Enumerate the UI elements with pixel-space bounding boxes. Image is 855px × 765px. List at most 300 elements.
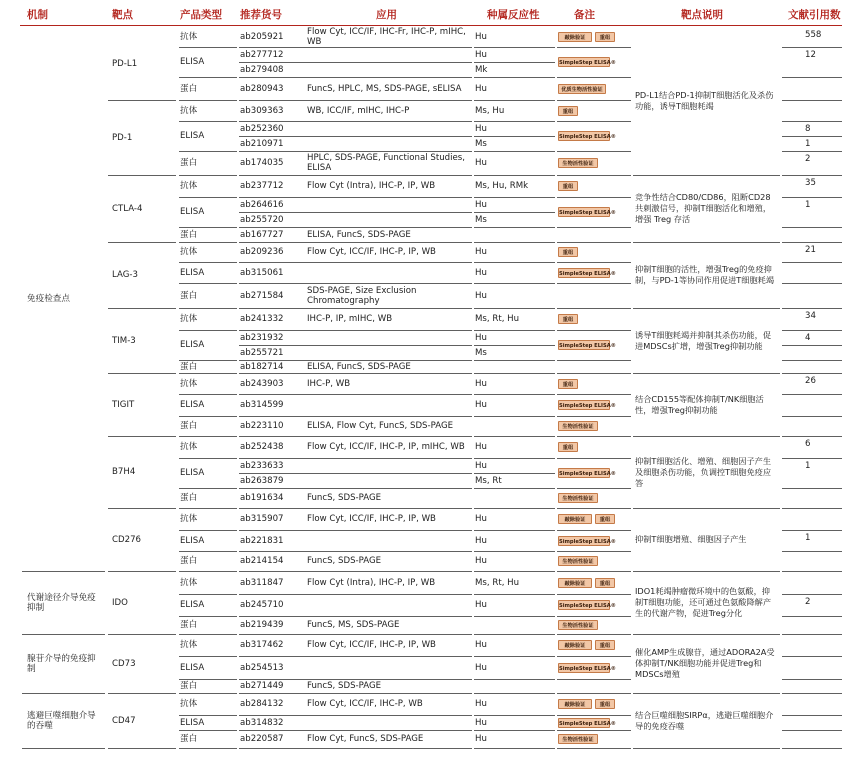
product-type-cell [180,263,236,282]
target-description [635,28,778,174]
row-separator [782,715,842,716]
target-cell [112,176,172,241]
catalog-cell [240,331,304,344]
application-cell [307,374,467,393]
product-type-cell [180,395,236,415]
row-separator [22,748,105,749]
product-type-cell [180,635,236,655]
badge-simplestep: SimpleStep ELISA® [558,207,610,217]
row-separator [474,488,555,489]
catalog-cell-text: ab271449 [240,681,284,691]
reactivity-cell-text: Mk [475,64,488,75]
application-cell-text: Flow Cyt (Intra), IHC-P, IP, WB [307,577,436,588]
product-type-cell-text: 抗体 [180,105,198,116]
reactivity-cell-text: Ms [475,347,487,358]
row-separator [474,679,555,680]
row-separator [782,679,842,680]
reactivity-cell [475,176,555,196]
row-separator [557,360,631,361]
product-type-cell [180,28,236,46]
catalog-cell-text: ab243903 [240,378,284,389]
application-cell-text: ELISA, Flow Cyt, FuncS, SDS-PAGE [307,421,454,431]
target-cell [112,374,172,435]
target-cell-text: CD73 [112,658,136,669]
reactivity-cell-text: Hu [475,514,487,524]
application-cell-text: IHC-P, WB [307,378,351,389]
catalog-cell [240,243,304,261]
catalog-cell-text: ab245710 [240,600,284,610]
product-type-cell-text: 抗体 [180,514,198,524]
application-cell-text: WB, ICC/IF, mIHC, IHC-P [307,105,410,116]
product-type-cell [180,509,236,529]
catalog-cell [240,361,304,372]
citation-count [805,30,835,42]
citation-count-text: 21 [805,245,816,255]
catalog-cell [240,176,304,196]
citation-count-text: 12 [805,50,816,60]
badge-recombinant: 重组 [558,247,578,257]
row-separator [557,616,631,617]
reactivity-cell-text: Hu [475,556,487,566]
product-type-cell-text: 蛋白 [180,421,198,431]
catalog-cell-text: ab255720 [240,214,284,225]
header-remark: 备注 [574,9,595,21]
reactivity-cell [475,213,555,226]
catalog-cell-text: ab182714 [240,361,284,372]
product-type-cell [180,437,236,457]
product-type-cell [180,176,236,196]
catalog-cell-text: ab237712 [240,181,284,191]
application-cell-text: IHC-P, IP, mIHC, WB [307,314,393,324]
reactivity-cell [475,572,555,593]
citation-count-text: 4 [805,333,811,343]
application-cell-text: Flow Cyt, ICC/IF, IHC-P, WB [307,699,423,709]
catalog-cell-text: ab209236 [240,247,284,257]
row-separator [782,458,842,459]
row-separator [782,345,842,346]
row-separator [557,508,631,509]
row-separator [782,283,842,284]
catalog-cell-text: ab284132 [240,699,284,709]
row-separator [557,262,631,263]
row-separator [782,693,842,694]
citation-count [805,597,835,609]
application-cell-text: ELISA, FuncS, SDS-PAGE [307,229,411,240]
product-type-cell [180,152,236,174]
catalog-cell [240,63,304,76]
application-cell [307,101,467,120]
reactivity-cell-text: Ms [475,214,487,225]
reactivity-cell-text: Hu [475,734,487,744]
reactivity-cell [475,101,555,120]
badge-recombinant: 重组 [558,314,578,324]
product-type-cell-text: ELISA [180,340,205,350]
target-description-text: 结合巨噬细胞SIRPα，逃避巨噬细胞介导的免疫吞噬 [635,709,774,731]
reactivity-cell [475,657,555,678]
reactivity-cell [475,63,555,76]
citation-count-text: 8 [805,124,811,134]
reactivity-cell [475,198,555,211]
row-separator [782,634,842,635]
reactivity-cell [475,331,555,344]
product-type-cell-text: 抗体 [180,378,198,389]
row-separator [782,748,842,749]
target-cell [112,694,172,747]
application-cell [307,78,467,99]
product-type-cell-text: 蛋白 [180,158,198,168]
reactivity-cell-text: Hu [475,158,487,168]
target-description [635,176,778,241]
product-type-cell [180,78,236,99]
product-type-cell-text: 抗体 [180,577,198,588]
catalog-cell [240,459,304,472]
target-cell [112,509,172,570]
row-separator [474,360,555,361]
catalog-cell [240,657,304,678]
target-description-text: IDO1耗竭肿瘤微环境中的色氨酸，抑制T细胞功能，还可通过色氨酸降解产生的代谢产物，促进Treg分化 [635,586,772,618]
product-type-cell-text: 抗体 [180,699,198,709]
product-type-cell-text: 抗体 [180,247,198,257]
catalog-cell-text: ab221831 [240,535,284,546]
product-type-cell [180,198,236,226]
catalog-cell [240,572,304,593]
reactivity-cell [475,731,555,747]
row-separator [782,47,842,48]
badge-simplestep: SimpleStep ELISA® [558,400,610,410]
row-separator [782,175,842,176]
citation-count [805,461,835,473]
target-cell [112,572,172,633]
badge-recombinant: 重组 [595,640,615,650]
catalog-cell-text: ab314599 [240,400,284,410]
catalog-cell-text: ab205921 [240,32,284,42]
reactivity-cell [475,48,555,61]
row-separator [782,330,842,331]
row-separator [782,656,842,657]
badge-simplestep: SimpleStep ELISA® [558,340,610,350]
reactivity-cell [475,716,555,729]
product-type-cell-text: 蛋白 [180,493,198,503]
header-target: 靶点 [112,9,133,21]
badge-simplestep: SimpleStep ELISA® [558,600,610,610]
target-cell-text: PD-1 [112,132,133,143]
product-type-cell-text: 抗体 [180,32,198,42]
catalog-cell-text: ab214154 [240,556,284,566]
catalog-cell-text: ab311847 [240,577,284,588]
badge-simplestep: SimpleStep ELISA® [558,57,610,67]
product-type-cell-text: ELISA [180,267,205,278]
row-separator [557,330,631,331]
row-separator [782,136,842,137]
target-cell [112,437,172,507]
badge-premium_activity: 优质生物活性验证 [558,84,606,94]
catalog-cell [240,474,304,487]
catalog-cell [240,694,304,714]
citation-count [805,139,835,151]
reactivity-cell [475,694,555,714]
reactivity-cell [475,437,555,457]
catalog-cell-text: ab255721 [240,347,284,358]
target-description [635,309,778,372]
product-type-cell [180,552,236,570]
catalog-cell [240,531,304,550]
application-cell [307,309,467,329]
target-description-text: 抑制T细胞的活性，增强Treg的免疫抑制，与PD-1等协同作用促进T细胞耗竭 [635,264,775,285]
product-type-cell-text: ELISA [180,662,205,673]
application-cell-text: FuncS, SDS-PAGE [307,493,382,503]
citation-count-text: 1 [805,461,811,471]
badge-activity: 生物活性验证 [558,421,598,431]
reactivity-cell-text: Hu [475,717,487,728]
citation-count-text: 1 [805,139,811,149]
catalog-cell [240,198,304,211]
target-description-text: 抑制T细胞增殖、细胞因子产生 [635,534,747,544]
reactivity-cell-text: Ms, Rt [475,475,502,486]
header-product-type: 产品类型 [180,9,222,21]
target-description [635,437,778,507]
application-cell-text: ELISA, FuncS, SDS-PAGE [307,361,411,372]
reactivity-cell-text: Hu [475,83,487,94]
badge-simplestep: SimpleStep ELISA® [558,468,610,478]
reactivity-cell [475,395,555,415]
catalog-cell-text: ab223110 [240,421,284,431]
product-type-cell-text: 抗体 [180,442,198,452]
row-separator [557,730,631,731]
target-description-text: 诱导T细胞耗竭并抑制其杀伤功能，促进MDSCs扩增，增强Treg抑制功能 [635,329,772,351]
mechanism-cell-text: 腺苷介导的免疫抑制 [27,653,96,674]
citation-count [805,245,835,257]
badge-recombinant: 重组 [595,699,615,709]
reactivity-cell-text: Hu [475,699,487,709]
row-separator [179,748,237,749]
badge-recombinant: 重组 [595,32,615,42]
row-separator [557,458,631,459]
row-separator [474,748,555,749]
reactivity-cell-text: Ms, Hu, RMk [475,181,529,191]
row-separator [557,530,631,531]
catalog-cell-text: ab309363 [240,105,284,116]
row-separator [557,656,631,657]
badge-recombinant: 重组 [558,442,578,452]
header-application: 应用 [376,9,397,21]
product-type-cell [180,417,236,435]
row-separator [782,197,842,198]
citation-count-text: 26 [805,376,816,386]
target-cell-text: TIM-3 [112,335,136,346]
product-type-cell-text: 蛋白 [180,83,198,94]
reactivity-cell-text: Hu [475,49,487,60]
mechanism-cell [27,694,101,747]
badge-simplestep: SimpleStep ELISA® [558,268,610,278]
target-cell [112,309,172,372]
application-cell-text: HPLC, SDS-PAGE, Functional Studies, ELISA [307,153,465,173]
catalog-cell [240,78,304,99]
citation-count [805,376,835,388]
product-type-cell [180,284,236,307]
target-description [635,243,778,307]
reactivity-cell-text: Hu [475,123,487,134]
citation-count [805,439,835,451]
catalog-cell [240,152,304,174]
application-cell [307,243,467,261]
product-type-cell [180,459,236,487]
product-type-cell-text: 抗体 [180,640,198,650]
application-cell [307,152,467,174]
row-separator [108,748,176,749]
target-description-text: 催化AMP生成腺苷，通过ADORA2A受体抑制T/NK细胞功能并促进Treg和MDSCs增殖 [635,647,775,679]
reactivity-cell [475,78,555,99]
target-cell [112,243,172,307]
target-description-text: 竞争性结合CD80/CD86，阻断CD28共刺激信号，抑制T细胞活化和增殖，增强 Treg 存活 [635,192,772,224]
catalog-cell-text: ab167727 [240,229,284,240]
catalog-cell [240,228,304,241]
citation-count [805,50,835,62]
badge-activity: 生物活性验证 [558,158,598,168]
product-type-cell-text: ELISA [180,535,205,546]
citation-count [805,533,835,545]
row-separator [557,748,631,749]
header-mechanism: 机制 [27,9,48,21]
reactivity-cell-text: Hu [475,332,487,343]
application-cell [307,28,467,46]
reactivity-cell-text: Hu [475,199,487,210]
target-cell-text: CTLA-4 [112,203,143,214]
badge-recombinant: 重组 [595,578,615,588]
product-type-cell [180,595,236,615]
row-separator [557,77,631,78]
badge-activity: 生物活性验证 [558,556,598,566]
product-type-cell-text: ELISA [180,400,205,410]
row-separator [782,308,842,309]
product-type-cell [180,309,236,329]
target-cell-text: CD276 [112,534,142,545]
citation-count [805,178,835,190]
catalog-cell-text: ab241332 [240,314,284,324]
row-separator [557,571,631,572]
catalog-cell [240,489,304,507]
catalog-cell [240,374,304,393]
reactivity-cell [475,122,555,135]
reactivity-cell [475,137,555,150]
reactivity-cell-text: Ms [475,138,487,149]
row-separator [474,616,555,617]
row-separator [782,360,842,361]
reactivity-cell-text: Hu [475,290,487,301]
application-cell-text: Flow Cyt, ICC/IF, IHC-P, IP, mIHC, WB [307,442,465,452]
mechanism-cell-text: 免疫检查点 [27,294,70,304]
catalog-cell [240,617,304,633]
product-type-cell [180,331,236,359]
catalog-cell-text: ab254513 [240,662,284,673]
row-separator [557,488,631,489]
application-cell [307,489,467,507]
product-type-cell [180,657,236,678]
badge-activity: 生物活性验证 [558,620,598,630]
citation-count [805,333,835,345]
row-separator [557,551,631,552]
application-cell [307,509,467,529]
badge-simplestep: SimpleStep ELISA® [558,131,610,141]
badge-validated: 敲除验证 [558,578,592,588]
catalog-cell-text: ab233633 [240,460,284,471]
application-cell [307,361,467,372]
reactivity-cell-text: Hu [475,378,487,389]
application-cell [307,635,467,655]
row-separator [782,530,842,531]
catalog-cell [240,417,304,435]
badge-recombinant: 重组 [558,106,578,116]
catalog-cell [240,101,304,120]
reactivity-cell [475,28,555,46]
mechanism-cell-text: 代谢途径介导免疫抑制 [27,592,96,613]
catalog-cell-text: ab271584 [240,290,284,301]
catalog-cell [240,137,304,150]
reactivity-cell [475,595,555,615]
badge-validated: 敲除验证 [558,699,592,709]
reactivity-cell [475,474,555,487]
catalog-cell-text: ab219439 [240,620,284,630]
target-description [635,635,778,692]
citation-count [805,200,835,212]
row-separator [782,730,842,731]
row-separator [782,100,842,101]
badge-recombinant: 重组 [558,379,578,389]
mechanism-cell-text: 逃避巨噬细胞介导的吞噬 [27,710,96,731]
citation-count-text: 35 [805,178,816,188]
catalog-cell-text: ab174035 [240,158,284,168]
row-separator [474,416,555,417]
catalog-cell [240,716,304,729]
citation-count [805,311,835,323]
reactivity-cell [475,552,555,570]
badge-activity: 生物活性验证 [558,734,598,744]
product-type-cell-text: ELISA [180,207,205,217]
target-cell [112,635,172,692]
row-separator [557,436,631,437]
product-type-cell-text: 蛋白 [180,361,198,372]
catalog-cell-text: ab210971 [240,138,284,149]
catalog-cell-text: ab315907 [240,514,284,524]
catalog-cell [240,437,304,457]
row-separator [557,175,631,176]
product-type-cell-text: ELISA [180,468,205,478]
row-separator [782,551,842,552]
catalog-cell [240,595,304,615]
catalog-cell-text: ab264616 [240,199,284,210]
badge-simplestep: SimpleStep ELISA® [558,663,610,673]
product-type-cell-text: 抗体 [180,181,198,191]
citation-count [805,124,835,136]
row-separator [557,197,631,198]
application-cell-text: Flow Cyt, ICC/IF, IHC-P, IP, WB [307,640,436,650]
reactivity-cell-text: Hu [475,662,487,673]
row-separator [782,508,842,509]
row-separator [557,151,631,152]
catalog-cell [240,122,304,135]
application-cell-text: Flow Cyt, ICC/IF, IHC-P, IP, WB [307,247,436,257]
reactivity-cell [475,531,555,550]
application-cell [307,228,467,241]
product-type-cell-text: ELISA [180,131,205,141]
row-separator [474,227,555,228]
badge-activity: 生物活性验证 [558,493,598,503]
reactivity-cell [475,263,555,282]
application-cell-text: Flow Cyt, FuncS, SDS-PAGE [307,734,424,744]
reactivity-cell-text: Hu [475,600,487,610]
header-target-desc: 靶点说明 [681,9,723,21]
row-separator [239,748,472,749]
catalog-cell-text: ab252438 [240,442,284,452]
